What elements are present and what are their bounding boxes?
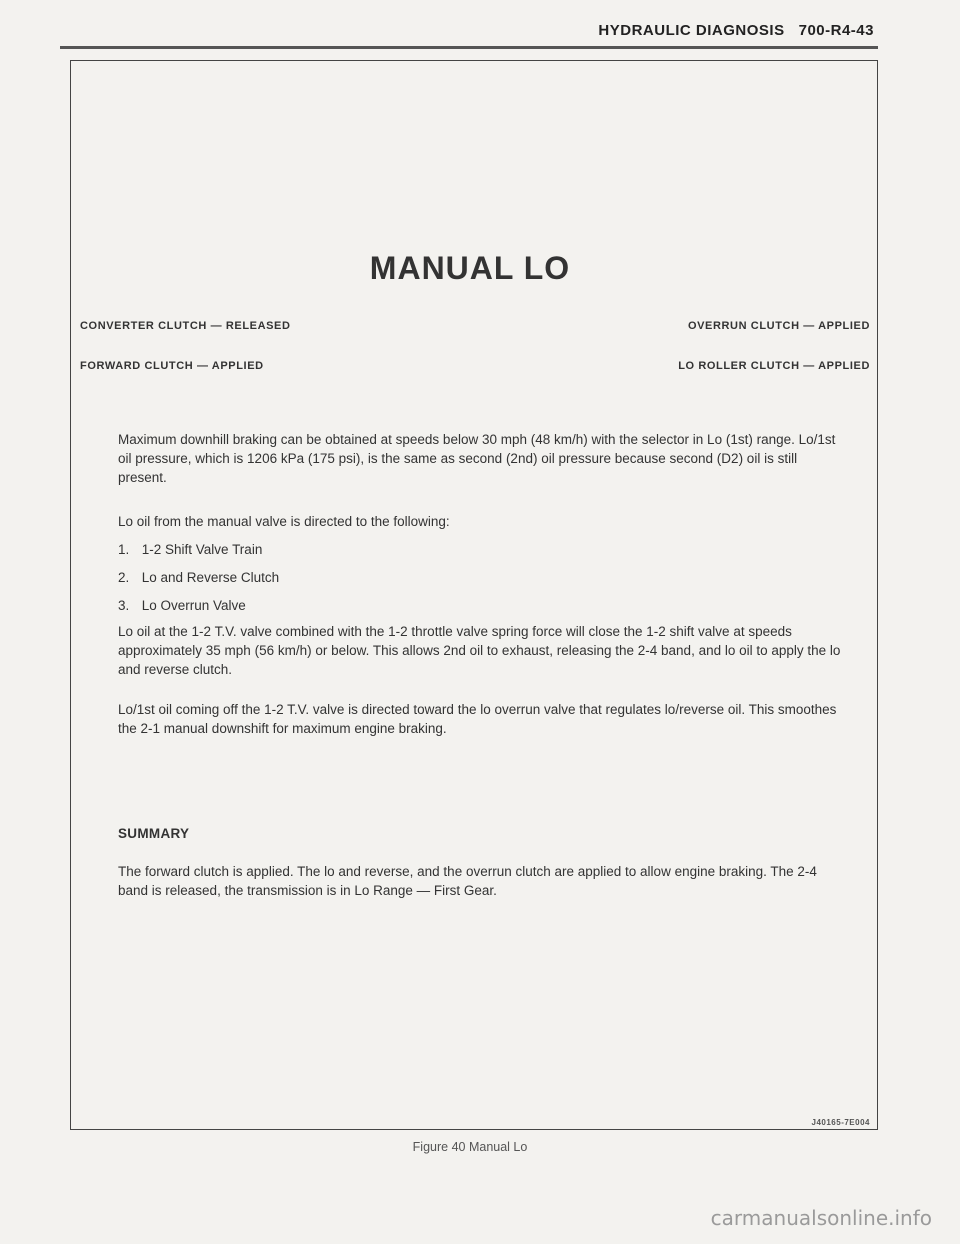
status-converter-clutch: CONVERTER CLUTCH — RELEASED	[80, 320, 291, 332]
page-header	[598, 22, 874, 39]
status-overrun-clutch: OVERRUN CLUTCH — APPLIED	[687, 320, 870, 332]
summary-heading: SUMMARY	[118, 826, 190, 841]
watermark: carmanualsonline.info	[710, 1206, 932, 1230]
paragraph-braking: Maximum downhill braking can be obtained at speeds below 30 mph (48 km/h) with the selector in Lo (1st) range. Lo/1st oil pressure, which is 1206 kPa (175 psi), is the same as second (2nd) oil pressure because second (D2) oil is still present.	[118, 432, 836, 485]
header-page-number: 700-R4-43	[798, 22, 874, 39]
header-rule	[60, 46, 878, 49]
list-item: 3. Lo Overrun Valve	[118, 598, 246, 613]
paragraph-lo-oil: Lo oil from the manual valve is directed to the following:	[118, 514, 450, 529]
list-item: 1. 1-2 Shift Valve Train	[118, 542, 263, 557]
figure-title: MANUAL LO	[369, 250, 571, 286]
list-item: 2. Lo and Reverse Clutch	[118, 570, 280, 585]
status-lo-roller-clutch: LO ROLLER CLUTCH — APPLIED	[678, 360, 870, 372]
lo-oil-list	[118, 540, 279, 624]
status-forward-clutch: FORWARD CLUTCH — APPLIED	[80, 360, 264, 372]
paragraph-tv-valve: Lo oil at the 1-2 T.V. valve combined with the 1-2 throttle valve spring force will close the 1-2 shift valve at speeds approximately 35 mph (56 km/h) or below. This allows 2nd oil to exhaust, releasing the 2-4 band, and lo oil to apply the lo and reverse clutch.	[118, 624, 841, 677]
figure-caption: Figure 40 Manual Lo	[412, 1140, 528, 1154]
summary-text: The forward clutch is applied. The lo and reverse, and the overrun clutch are applied to allow engine braking. The 2-4 band is released, the transmission is in Lo Range — First Gear.	[118, 864, 817, 898]
paragraph-overrun: Lo/1st oil coming off the 1-2 T.V. valve is directed toward the lo overrun valve that regulates lo/reverse oil. This smoothes the 2-1 manual downshift for maximum engine braking.	[118, 702, 837, 736]
header-section: HYDRAULIC DIAGNOSIS	[598, 22, 785, 39]
figure-code: J40165-7E004	[811, 1118, 870, 1127]
